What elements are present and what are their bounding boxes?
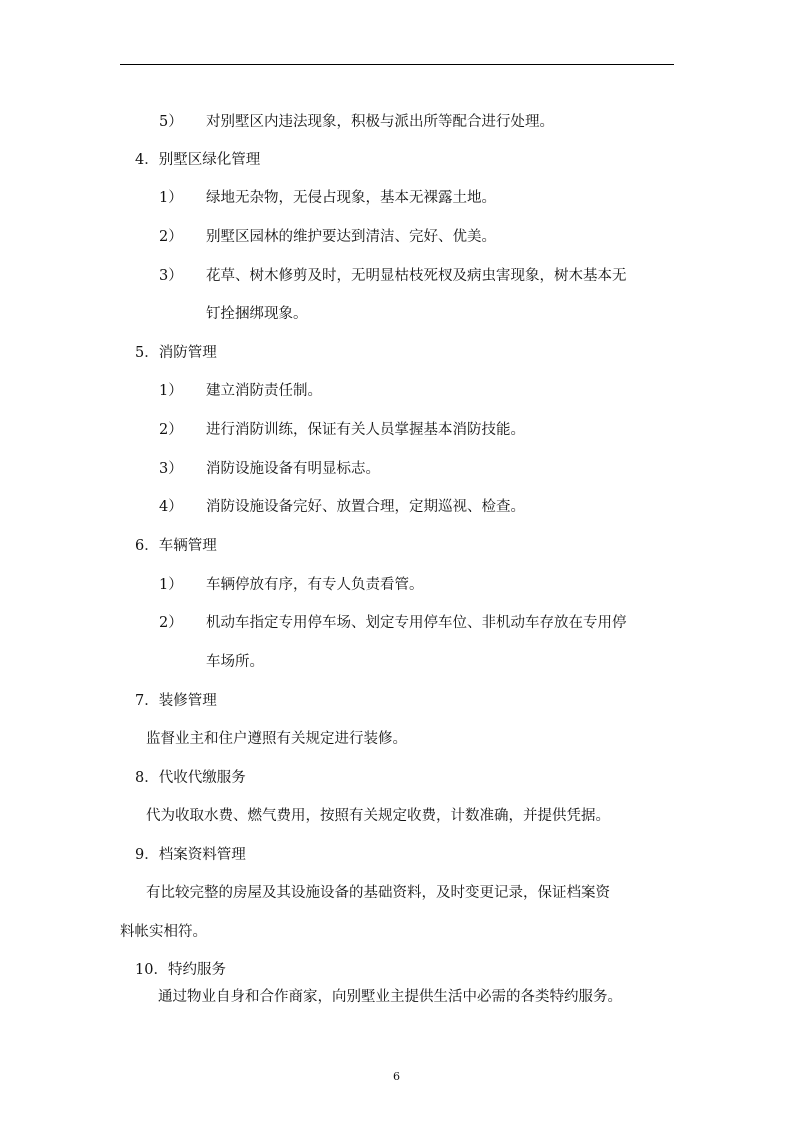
heading-text: 7．装修管理 xyxy=(135,693,217,709)
list-item xyxy=(159,112,554,132)
item-text: 车辆停放有序，有专人负责看管。 xyxy=(206,577,424,593)
item-number: 1） xyxy=(159,383,183,399)
item-text: 建立消防责任制。 xyxy=(206,383,322,399)
item-number: 5） xyxy=(159,114,183,130)
paragraph-text: 料帐实相符。 xyxy=(120,924,207,940)
item-text: 花草、树木修剪及时，无明显枯枝死杈及病虫害现象，树木基本无 xyxy=(206,268,627,284)
item-text: 别墅区园林的维护要达到清洁、完好、优美。 xyxy=(206,229,496,245)
item-number: 3） xyxy=(159,268,183,284)
item-number: 1） xyxy=(159,577,183,593)
item-text: 钉拴捆绑现象。 xyxy=(206,306,308,322)
heading-text: 9．档案资料管理 xyxy=(135,847,246,863)
item-number: 1） xyxy=(159,190,183,206)
paragraph-text: 有比较完整的房屋及其设施设备的基础资料，及时变更记录，保证档案资 xyxy=(146,885,610,901)
page-number: 6 xyxy=(393,1070,400,1083)
list-item xyxy=(159,459,380,479)
item-text: 车场所。 xyxy=(206,654,264,670)
heading-text: 8．代收代缴服务 xyxy=(135,770,246,786)
heading-text: 6．车辆管理 xyxy=(135,538,217,554)
item-number: 4） xyxy=(159,499,183,515)
item-number: 2） xyxy=(159,422,183,438)
section-heading xyxy=(135,343,217,363)
paragraph-text: 监督业主和住户遵照有关规定进行装修。 xyxy=(146,731,407,747)
paragraph xyxy=(158,987,622,1007)
item-text: 对别墅区内违法现象，积极与派出所等配合进行处理。 xyxy=(206,114,554,130)
list-item xyxy=(159,575,424,595)
item-number: 2） xyxy=(159,615,183,631)
section-heading xyxy=(135,536,217,556)
paragraph xyxy=(146,806,610,826)
header-rule xyxy=(120,64,674,65)
heading-text: 4．别墅区绿化管理 xyxy=(135,152,261,168)
item-number: 3） xyxy=(159,461,183,477)
item-text: 绿地无杂物，无侵占现象，基本无裸露土地。 xyxy=(206,190,496,206)
section-heading xyxy=(135,960,226,980)
list-item xyxy=(159,266,627,286)
list-item xyxy=(159,227,496,247)
list-item xyxy=(159,497,525,517)
paragraph xyxy=(146,729,407,749)
item-number: 2） xyxy=(159,229,183,245)
section-heading xyxy=(135,691,217,711)
section-heading xyxy=(135,845,246,865)
list-item xyxy=(159,613,627,633)
section-heading xyxy=(135,150,260,170)
item-text: 消防设施设备有明显标志。 xyxy=(206,461,380,477)
item-text: 进行消防训练，保证有关人员掌握基本消防技能。 xyxy=(206,422,525,438)
list-item xyxy=(159,381,322,401)
list-item xyxy=(159,188,496,208)
heading-text: 10．特约服务 xyxy=(135,962,226,978)
continuation-line xyxy=(206,304,308,324)
section-heading xyxy=(135,768,246,788)
paragraph-text: 代为收取水费、燃气费用，按照有关规定收费，计数准确，并提供凭据。 xyxy=(146,808,610,824)
heading-text: 5．消防管理 xyxy=(135,345,217,361)
list-item xyxy=(159,420,525,440)
continuation-line xyxy=(206,652,264,672)
item-text: 消防设施设备完好、放置合理，定期巡视、检查。 xyxy=(206,499,525,515)
paragraph xyxy=(146,883,610,903)
paragraph-continuation xyxy=(120,922,207,942)
paragraph-text: 通过物业自身和合作商家，向别墅业主提供生活中必需的各类特约服务。 xyxy=(158,989,622,1005)
item-text: 机动车指定专用停车场、划定专用停车位、非机动车存放在专用停 xyxy=(206,615,627,631)
